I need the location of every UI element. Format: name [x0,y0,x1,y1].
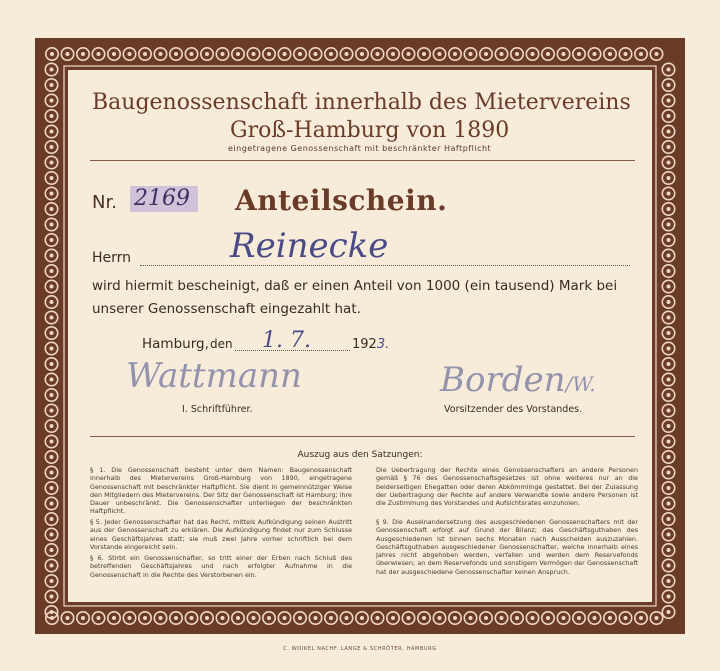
border-ring-dot [667,331,671,335]
border-ring-dot [329,52,333,56]
border-ring-dot [298,616,302,620]
border-ring-dot [252,616,256,620]
border-ring-dot [159,616,163,620]
border-ring-dot [66,616,70,620]
border-ring-dot [190,616,194,620]
signature-right-suffix: /W. [565,372,596,396]
printer-imprint: C. WOIKEL NACHF. LANGE & SCHRÖTER, HAMBURG [283,646,437,652]
statutes-rule [90,436,635,437]
title-line-1: Baugenossenschaft innerhalb des Mietervereins [92,90,631,115]
border-ring-dot [50,393,54,397]
border-ring-dot [50,533,54,537]
border-ring-dot [667,579,671,583]
border-ring-dot [667,393,671,397]
border-ring-dot [50,254,54,258]
border-ring-dot [50,378,54,382]
border-ring-dot [531,616,535,620]
border-ring-dot [667,316,671,320]
border-ring-dot [267,52,271,56]
border-ring-dot [50,347,54,351]
border-ring-dot [50,409,54,413]
signature-right-name: Borden [440,360,566,400]
border-ring-dot [624,52,628,56]
border-ring-dot [174,52,178,56]
border-ring-dot [667,424,671,428]
border-ring-dot [66,52,70,56]
border-ring-dot [159,52,163,56]
left-signer-label: I. Schriftführer. [182,404,253,415]
border-ring-dot [143,616,147,620]
border-ring-dot [667,362,671,366]
border-ring-dot [50,68,54,72]
border-ring-dot [484,616,488,620]
year-handwritten: 3. [376,337,390,352]
border-ring-dot [453,52,457,56]
border-ring-dot [469,616,473,620]
border-ring-dot [50,471,54,475]
den-label: den [210,337,233,351]
border-ring-dot [667,548,671,552]
border-ring-dot [407,52,411,56]
border-ring-dot [667,347,671,351]
statute-para-1: § 1. Die Genossenschaft besteht unter dem Namen: Baugenossenschaft innerhalb des Mietervereins Groß-Hamburg von 1890, eingetragene Genossenschaft mit beschränkter Haftpflicht. Sie dient in gemeinnütziger Weise den Mitgliedern des Mietervereins. Der Sitz der Genossenschaft ist Hamburg; ihre Dauer unbeschränkt. Die Genossenschafter unterliegen der beschränkten Haftpflicht. [90,466,352,516]
border-ring-dot [236,616,240,620]
border-ring-dot [667,114,671,118]
border-ring-dot [376,616,380,620]
body-line-2: unserer Genossenschaft eingezahlt hat. [92,301,361,317]
border-ring-dot [593,616,597,620]
statute-para-6: § 6. Stirbt ein Genossenschafter, so tritt einer der Erben nach Schluß des betreffenden Geschäftsjahres und nach erfolgter Aufnahme in die Genossenschaft in die Rechte des Verstorbenen ein. [90,554,352,579]
border-ring-dot [97,616,101,620]
border-ring-dot [667,300,671,304]
border-ring-dot [453,616,457,620]
border-ring-dot [667,130,671,134]
date-handwritten: 1. 7. [262,328,311,353]
border-ring-dot [50,300,54,304]
document-title: Anteilschein. [235,184,448,217]
border-ring-dot [562,52,566,56]
border-ring-dot [667,378,671,382]
border-ring-dot [267,616,271,620]
border-ring-dot [221,616,225,620]
border-ring-dot [50,223,54,227]
border-ring-dot [81,616,85,620]
border-ring-dot [577,616,581,620]
border-ring-dot [50,176,54,180]
border-ring-dot [667,161,671,165]
border-ring-dot [221,52,225,56]
border-ring-dot [314,616,318,620]
border-ring-dot [81,52,85,56]
border-ring-dot [50,269,54,273]
border-ring-dot [329,616,333,620]
border-ring-dot [639,52,643,56]
border-ring-dot [391,52,395,56]
border-ring-dot [50,564,54,568]
border-ring-dot [50,161,54,165]
border-ring-dot [667,440,671,444]
border-ring-dot [50,114,54,118]
subtitle: eingetragene Genossenschaft mit beschränkter Haftpflicht [228,144,492,153]
signature-right [440,360,596,400]
border-ring-dot [50,595,54,599]
border-ring-dot [667,610,671,614]
border-ring-dot [50,207,54,211]
border-ring-dot [667,471,671,475]
border-ring-dot [667,238,671,242]
border-ring-dot [50,83,54,87]
border-ring-dot [50,455,54,459]
signature-left: Wattmann [126,356,302,396]
border-ring-dot [50,517,54,521]
border-ring-dot [438,52,442,56]
nr-label: Nr. [92,192,117,213]
year-printed: 192 [352,337,377,352]
body-line-1: wird hiermit bescheinigt, daß er einen Anteil von 1000 (ein tausend) Mark bei [92,278,618,294]
border-ring-dot [50,316,54,320]
border-ring-dot [422,616,426,620]
name-line [140,265,630,266]
border-ring-dot [376,52,380,56]
border-ring-dot [546,52,550,56]
border-ring-dot [298,52,302,56]
border-ring-dot [422,52,426,56]
border-ring-dot [667,409,671,413]
border-ring-dot [283,52,287,56]
border-ring-dot [252,52,256,56]
border-ring-dot [50,238,54,242]
holder-name-handwritten: Reinecke [230,226,389,266]
border-ring-dot [391,616,395,620]
border-ring-dot [283,616,287,620]
border-ring-dot [577,52,581,56]
border-ring-dot [438,616,442,620]
border-ring-dot [593,52,597,56]
border-ring-dot [50,362,54,366]
border-ring-dot [469,52,473,56]
border-ring-dot [128,616,132,620]
border-ring-dot [50,440,54,444]
year [352,337,389,352]
border-ring-dot [667,192,671,196]
title-line-2: Groß-Hamburg von 1890 [230,118,510,143]
border-ring-dot [50,285,54,289]
border-ring-dot [667,486,671,490]
border-ring-dot [345,52,349,56]
border-ring-dot [143,52,147,56]
border-ring-dot [667,176,671,180]
nr-value: 2169 [130,186,198,212]
border-ring-dot [562,616,566,620]
border-ring-dot [360,616,364,620]
border-ring-dot [667,223,671,227]
border-ring-dot [112,616,116,620]
border-ring-dot [205,616,209,620]
border-ring-dot [50,486,54,490]
border-ring-dot [50,502,54,506]
border-ring-dot [667,502,671,506]
border-ring-dot [608,616,612,620]
border-ring-dot [667,564,671,568]
border-ring-dot [50,548,54,552]
border-ring-dot [608,52,612,56]
border-ring-dot [112,52,116,56]
border-ring-dot [236,52,240,56]
border-ring-dot [407,616,411,620]
border-ring-dot [50,579,54,583]
border-ring-dot [50,52,54,56]
border-ring-dot [667,99,671,103]
border-ring-dot [546,616,550,620]
border-ring-dot [655,52,659,56]
border-ring-dot [345,616,349,620]
border-ring-dot [314,52,318,56]
border-ring-dot [667,269,671,273]
border-ring-dot [655,616,659,620]
border-ring-dot [205,52,209,56]
border-ring-dot [667,254,671,258]
border-ring-dot [667,68,671,72]
border-ring-dot [639,616,643,620]
border-ring-dot [50,424,54,428]
border-ring-dot [667,145,671,149]
border-ring-dot [531,52,535,56]
place-label: Hamburg, [142,336,209,352]
border-ring-dot [624,616,628,620]
border-ring-dot [50,145,54,149]
border-ring-dot [667,207,671,211]
border-ring-dot [667,455,671,459]
border-ring-dot [97,52,101,56]
border-ring-dot [174,616,178,620]
header-rule [90,160,635,161]
statute-para-9: § 9. Die Auseinandersetzung des ausgeschiedenen Genossenschafters mit der Genossenschaft erfolgt auf Grund der Bilanz; das Geschäftsguthaben des Ausgeschiedenen ist binnen sechs Monaten nach Ausscheiden auszuzahlen. Geschäftsguthaben ausgeschiedener Genossenschafter, welche innerhalb eines Jahres nicht abgehoben werden, verfallen und werden dem Reservefonds überwiesen; an dem Reservefonds und sonstigem Vermögen der Genossenschaft hat der ausgeschiedene Genossenschafter keinen Anspruch. [376,518,638,576]
border-ring-dot [500,52,504,56]
border-ring-dot [515,616,519,620]
border-ring-dot [50,192,54,196]
border-ring-dot [360,52,364,56]
border-ring-dot [484,52,488,56]
border-ring-dot [500,616,504,620]
statute-para-5: § 5. Jeder Genossenschafter hat das Recht, mittels Aufkündigung seinen Austritt aus der Genossenschaft zu erklären. Die Aufkündigung findet nur zum Schlusse eines Geschäftsjahres statt; sie muß zwei Jahre vorher schriftlich bei dem Vorstande eingereicht sein. [90,518,352,551]
border-ring-dot [515,52,519,56]
certificate-body [70,72,650,602]
border-ring-dot [50,130,54,134]
border-ring-dot [667,595,671,599]
border-ring-dot [50,331,54,335]
statute-transfer: Die Uebertragung der Rechte eines Genossenschafters an andere Personen gemäß § 76 des Genossenschaftsgesetzes ist ohne weiteres nur an die beiderseitigen Ehegatten oder deren Abkömmlinge gestattet. Bei der Zulassung der Uebertragung der Rechte auf andere Verwandte sowie andere Personen ist die Zustimmung des Vorstandes und Aufsichtsrates einzuholen. [376,466,638,508]
border-ring-dot [667,533,671,537]
border-ring-dot [50,610,54,614]
statutes-heading: Auszug aus den Satzungen: [297,450,423,460]
right-signer-label: Vorsitzender des Vorstandes. [444,404,583,415]
herrn-label: Herrn [92,250,132,266]
border-ring-dot [50,99,54,103]
border-ring-dot [190,52,194,56]
border-ring-dot [667,83,671,87]
border-ring-dot [667,517,671,521]
border-ring-dot [667,285,671,289]
border-ring-dot [128,52,132,56]
